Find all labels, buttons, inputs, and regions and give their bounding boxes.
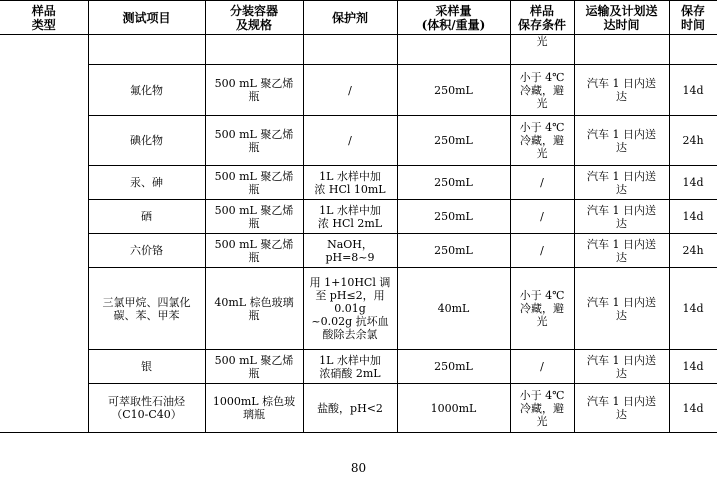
holding-time-cell: 14d [669,350,717,384]
container-cell: 500 mL 聚乙烯 瓶 [205,200,303,234]
header-preservative: 保护剂 [303,1,397,35]
header-container: 分装容器 及规格 [205,1,303,35]
storage-cell: / [510,166,574,200]
test-item-cell: 碘化物 [88,116,205,166]
holding-time-cell: 14d [669,166,717,200]
table-row [0,268,717,350]
holding-time-cell: 24h [669,116,717,166]
table-row [0,234,717,268]
table-row [0,35,717,65]
volume-cell: 250mL [397,166,510,200]
test-item-cell: 六价铬 [88,234,205,268]
storage-cell: 小于 4℃ 冷藏，避 光 [510,116,574,166]
holding-time-cell: 14d [669,384,717,433]
storage-cell: 小于 4℃ 冷藏，避 光 [510,268,574,350]
volume-cell: 250mL [397,116,510,166]
sample-type-cell [0,35,88,433]
preservative-cell: 用 1+10HCl 调 至 pH≤2，用 0.01g ~0.02g 抗坏血 酸除去余氯 [303,268,397,350]
transport-cell: 汽车 1 日内送 达 [574,200,669,234]
volume-cell: 250mL [397,65,510,116]
transport-cell: 汽车 1 日内送 达 [574,268,669,350]
holding-time-cell: 14d [669,200,717,234]
storage-cell: 小于 4℃ 冷藏，避 光 [510,384,574,433]
transport-cell: 汽车 1 日内送 达 [574,350,669,384]
header-storage-condition: 样品 保存条件 [510,1,574,35]
table-row [0,65,717,116]
preservative-cell: / [303,65,397,116]
test-item-cell: 汞、砷 [88,166,205,200]
volume-cell: 250mL [397,200,510,234]
volume-cell: 1000mL [397,384,510,433]
header-sample-volume: 采样量 (体积/重量) [397,1,510,35]
table-row [0,384,717,433]
transport-cell: 汽车 1 日内送 达 [574,166,669,200]
test-item-cell: 银 [88,350,205,384]
preservative-cell: 1L 水样中加 浓硝酸 2mL [303,350,397,384]
test-item-cell: 三氯甲烷、四氯化 碳、苯、甲苯 [88,268,205,350]
test-item-cell: 氟化物 [88,65,205,116]
table-row [0,166,717,200]
table-row [0,350,717,384]
storage-cell: 光 [510,35,574,65]
test-item-cell: 硒 [88,200,205,234]
container-cell: 500 mL 聚乙烯 瓶 [205,116,303,166]
holding-time-cell: 24h [669,234,717,268]
container-cell: 500 mL 聚乙烯 瓶 [205,166,303,200]
transport-cell: 汽车 1 日内送 达 [574,116,669,166]
container-cell: 1000mL 棕色玻 璃瓶 [205,384,303,433]
header-holding-time: 保存 时间 [669,1,717,35]
container-cell: 500 mL 聚乙烯 瓶 [205,234,303,268]
storage-cell: / [510,234,574,268]
preservative-cell: 盐酸，pH<2 [303,384,397,433]
volume-cell [397,35,510,65]
test-item-cell [88,35,205,65]
test-item-cell: 可萃取性石油烃 （C10-C40） [88,384,205,433]
holding-time-cell: 14d [669,65,717,116]
header-row [0,1,717,35]
preservative-cell: / [303,116,397,166]
preservative-cell: NaOH， pH=8~9 [303,234,397,268]
volume-cell: 40mL [397,268,510,350]
storage-cell: / [510,200,574,234]
transport-cell: 汽车 1 日内送 达 [574,384,669,433]
transport-cell: 汽车 1 日内送 达 [574,234,669,268]
header-transport-time: 运输及计划送 达时间 [574,1,669,35]
transport-cell [574,35,669,65]
storage-cell: 小于 4℃ 冷藏，避 光 [510,65,574,116]
storage-cell: / [510,350,574,384]
preservative-cell: 1L 水样中加 浓 HCl 10mL [303,166,397,200]
volume-cell: 250mL [397,234,510,268]
table-row [0,200,717,234]
preservative-cell: 1L 水样中加 浓 HCl 2mL [303,200,397,234]
header-test-item: 测试项目 [88,1,205,35]
container-cell: 500 mL 聚乙烯 瓶 [205,65,303,116]
container-cell [205,35,303,65]
container-cell: 500 mL 聚乙烯 瓶 [205,350,303,384]
preservative-cell [303,35,397,65]
header-sample-type: 样品 类型 [0,1,88,35]
volume-cell: 250mL [397,350,510,384]
container-cell: 40mL 棕色玻璃 瓶 [205,268,303,350]
holding-time-cell [669,35,717,65]
transport-cell: 汽车 1 日内送 达 [574,65,669,116]
table-row [0,116,717,166]
page-number: 80 [350,461,367,475]
holding-time-cell: 14d [669,268,717,350]
